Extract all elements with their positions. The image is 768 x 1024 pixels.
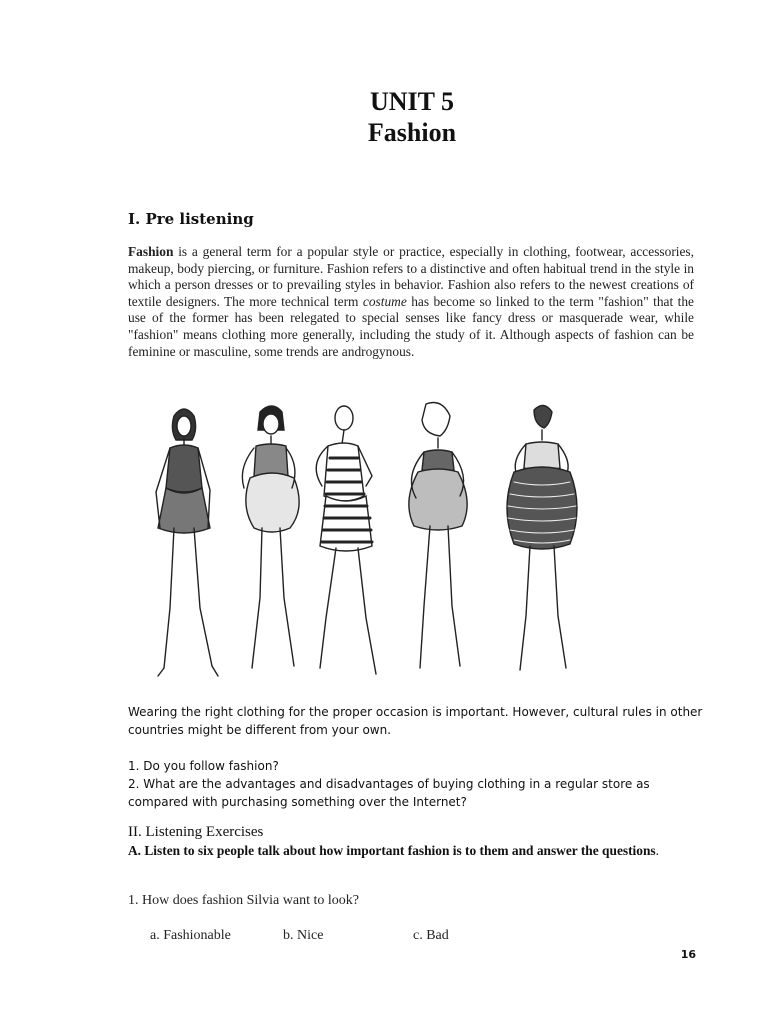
occasion-paragraph: Wearing the right clothing for the proper occasion is important. However, cultural rules in other countries might be different from your own. — [128, 705, 703, 737]
option-c[interactable]: c. Bad — [413, 928, 449, 943]
intro-text-2: has become so linked to the term "fashion" that the use of the former has been relegated to special senses like fancy dress or masquerade wear, while "fashion" means clothing more generally, including the study of it. Although aspects of fashion can be feminine or masculine, some trends are androgynous. — [128, 293, 694, 359]
unit-title: UNIT 5 — [369, 87, 455, 116]
intro-italic-term: costume — [362, 293, 407, 309]
instruction-a-text: A. Listen to six people talk about how important fashion is to them and answer the questions — [128, 843, 656, 858]
intro-text-1: is a general term for a popular style or practice, especially in clothing, footwear, accessories, makeup, body piercing, or furniture. Fashion refers to a distinctive and often habitual trend in the style in which a person dresses or to prevailing styles in behavior. Fashion also refers to the newest creations of textile designers. The more technical term — [128, 244, 694, 309]
section-heading-pre-listening: I. Pre listening — [128, 210, 254, 228]
instruction-a — [128, 843, 696, 860]
discussion-question-1: 1. Do you follow fashion? — [128, 759, 279, 773]
instruction-a-period: . — [655, 843, 659, 858]
intro-bold-term: Fashion — [128, 244, 174, 259]
page-number: 16 — [680, 948, 696, 961]
option-a[interactable]: a. Fashionable — [150, 928, 231, 943]
listening-question-1: 1. How does fashion Silvia want to look? — [128, 893, 359, 908]
unit-topic: Fashion — [367, 118, 457, 147]
fashion-sketches-illustration — [122, 386, 592, 686]
option-b[interactable]: b. Nice — [283, 928, 324, 943]
discussion-question-2: 2. What are the advantages and disadvantages of buying clothing in a regular store as compared with purchasing something over the Internet? — [128, 777, 650, 809]
intro-paragraph — [128, 244, 694, 360]
section-heading-listening: II. Listening Exercises — [128, 824, 264, 840]
